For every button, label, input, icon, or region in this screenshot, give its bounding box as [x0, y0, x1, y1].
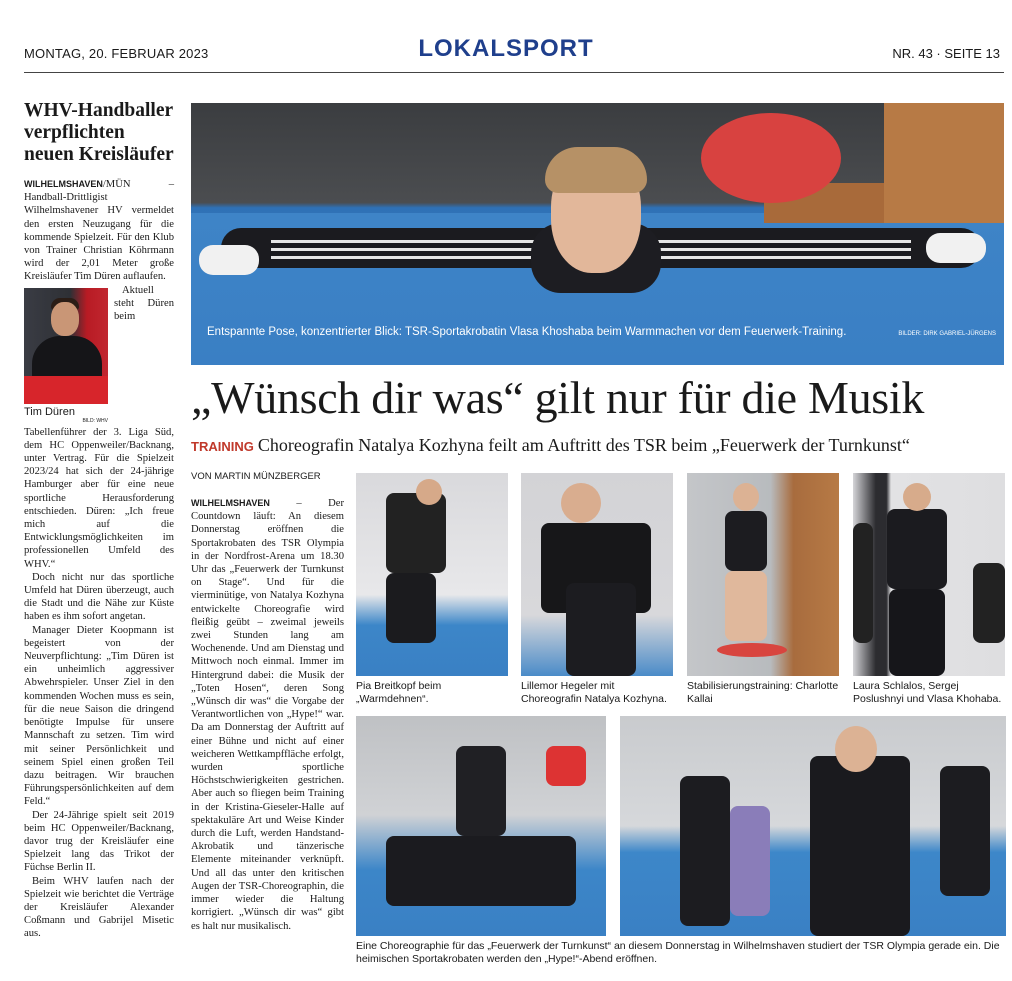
main-headline: „Wünsch dir was“ gilt nur für die Musik — [191, 372, 925, 423]
side-article-lead — [24, 178, 174, 284]
section-title: LOKALSPORT — [418, 35, 594, 62]
photo-stabilisierung — [687, 473, 839, 676]
caption-choreografin: Lillemor Hegeler mit Choreografin Natalya Kozhyna. — [521, 680, 667, 705]
side-paragraph: Doch nicht nur das sportliche Umfeld hat Düren überzeugt, auch die Stadt und die Nähe zur Küste haben es ihm sofort angetan. — [24, 571, 174, 623]
kicker-text: Choreografin Natalya Kozhyna feilt am Auftritt des TSR beim „Feuerwerk der Turnkunst“ — [257, 435, 910, 455]
hero-caption: Entspannte Pose, konzentrierter Blick: TSR-Sportakrobatin Vlasa Khoshaba beim Warmmachen vor dem Feuerwerk-Training. — [207, 326, 847, 338]
photo-pyramide — [356, 716, 606, 936]
caption-stabilisierung: Stabilisierungstraining: Charlotte Kallai — [687, 680, 839, 705]
side-article-title: WHV-Handballer verpflichten neuen Kreisläufer — [24, 100, 174, 165]
side-paragraph: Der 24-Jährige spielt seit 2019 beim HC Oppenweiler/Backnang, davor trug der Kreisläufer eine Spielzeit lang das Trikot der Füchse Berlin II. — [24, 809, 174, 874]
main-dateline: WILHELMSHAVEN — [191, 498, 270, 508]
caption-warmdehnen: Pia Breitkopf beim „Warmdehnen“. — [356, 680, 442, 705]
main-body-text: – Der Countdown läuft: An diesem Donnerstag eröffnen die Sportakrobaten des TSR Olympia in der Nordfrost-Arena um 18.30 Uhr das „Feuerwerk der Turnkunst on Stage“. Und für die vierminütige, von Natalya Kozhyna entwickelte Choreografie wird fleißig geübt – zweimal jeweils zwei Stunden lang am Wochenende. Und am Dienstag und Mittwoch noch einmal. Immer im Hintergrund dabei: die Musik der „Toten Hosen“, deren Song „Wünsch dir was“ die Vorgabe der Verantwortlichen von „Hype!“ war. Da am Donnerstag der Auftritt auf einer Bühne und nicht auf einer weicheren Wettkampffläche erfolgt, wurden sportliche Höchstschwierigkeiten gestrichen. Aber auch so fliegen beim Training in der Kristina-Gieseler-Halle auf spektakuläre Art und Weise Kinder durch die Luft, werden Handstand-Akrobatik und tänzerische Elemente miteinander verknüpft. Und all das unter den kritischen Augen der TSR-Choreographin, die immer wieder die Haltung korrigiert. „Wünsch dir was“ gibt es halt nur musikalisch. — [191, 498, 344, 932]
photo-tanz — [620, 716, 1006, 936]
side-paragraph: Manager Dieter Koopmann ist begeistert von der Neuverpflichtung: „Tim Düren ist ein unheimlich aggressiver Abwehrspieler. Unser Ziel in den kommenden Wochen muss es sein, für die neue Saison die dringend benötigte Impulse für unsere Mannschaft zu setzen. Tim wird mit seiner Persönlichkeit und seinem Spiel einen großen Teil dazu beitragen. Wir brauchen Führungspersönlichkeiten auf dem Feld.“ — [24, 624, 174, 808]
byline: VON MARTIN MÜNZBERGER — [191, 471, 321, 482]
issue-date: MONTAG, 20. FEBRUAR 2023 — [24, 46, 209, 61]
photo-choreografin — [521, 473, 673, 676]
kicker — [191, 435, 1004, 456]
header-rule — [24, 72, 1004, 73]
portrait-caption: Tim Düren — [24, 405, 75, 418]
portrait-photo — [24, 288, 108, 404]
page-number: NR. 43 · SEITE 13 — [892, 46, 1000, 61]
side-paragraph: Aktuell steht Düren beim Tabellenführer der 3. Liga Süd, dem HC Oppenweiler/Backnang, unter Vertrag. Für die Spielzeit 2023/24 hat sich der 24-jährige Hamburger aber für eine neue sportliche Herausforderung entschieden. Düren: „Ich freue mich auf die Entwicklungsmöglichkeiten im professionellen Umfeld des WHV.“ — [24, 284, 174, 570]
photo-warmdehnen — [356, 473, 508, 676]
portrait-credit: BILD: WHV — [82, 417, 108, 424]
dateline: WILHELMSHAVEN — [24, 179, 103, 189]
caption-trio: Laura Schlalos, Sergej Poslushnyi und Vlasa Khohaba. — [853, 680, 1002, 705]
main-article-body — [191, 497, 344, 933]
photo-credit: BILDER: DIRK GABRIEL-JÜRGENS — [898, 331, 996, 337]
side-lead-text: /MÜN – Handball-Drittligist Wilhelmshavener HV vermeldet den ersten Neuzugang für die kommende Spielzeit. Für den Klub von Trainer Christian Köhrmann wird der 2,01 Meter große Kreisläufer Tim Düren auflaufen. — [24, 179, 174, 283]
side-paragraph: Beim WHV laufen nach der Spielzeit wie berichtet die Verträge der Kreisläufer Alexander Coßmann und Gabrijel Misetic aus. — [24, 875, 174, 940]
side-article — [24, 100, 174, 941]
gallery-bottom-caption: Eine Choreographie für das „Feuerwerk der Turnkunst“ an diesem Donnerstag in Wilhelmshaven studiert der TSR Olympia gerade ein. Die heimischen Sportakrobaten werden den „Hype!“-Abend eröffnen. — [356, 940, 1000, 965]
portrait-figure — [24, 288, 108, 424]
kicker-label: TRAINING — [191, 439, 254, 454]
photo-trio — [853, 473, 1005, 676]
